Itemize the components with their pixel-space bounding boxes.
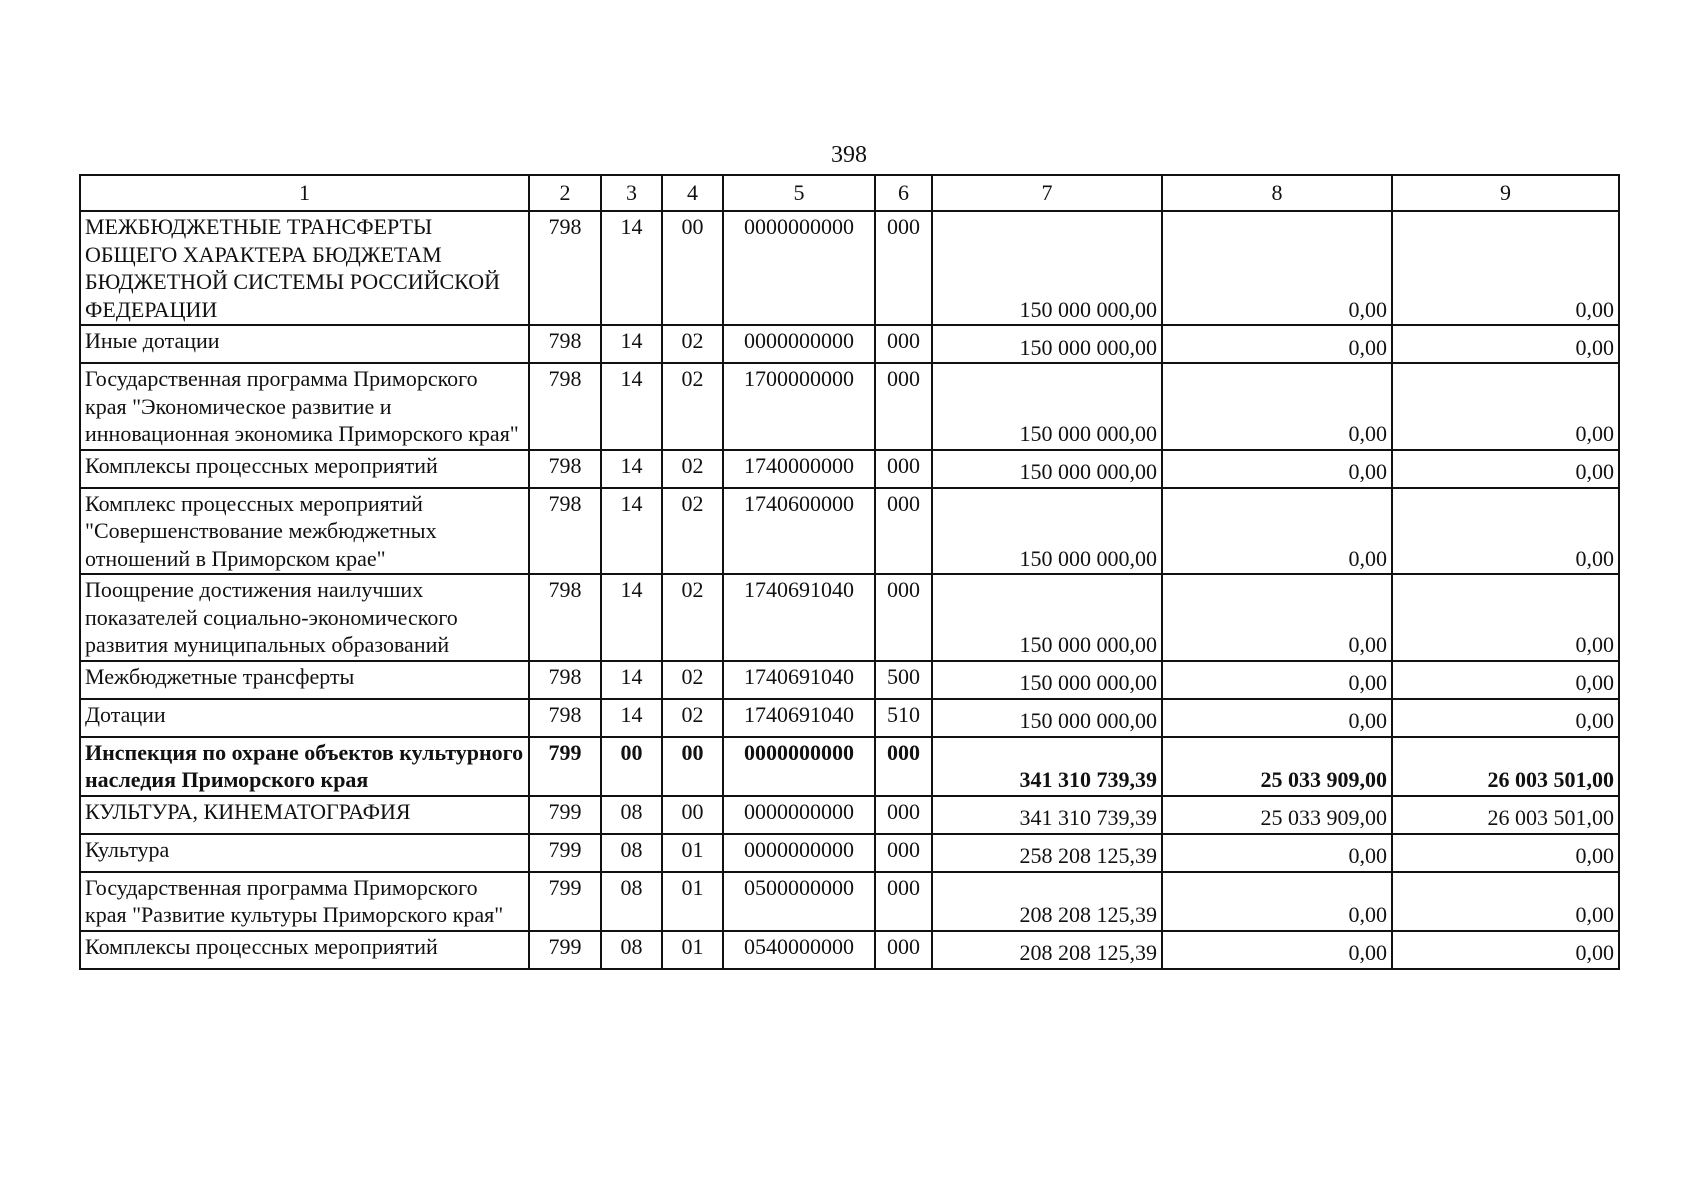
cell-col-4: 02 — [662, 325, 723, 363]
cell-col-5: 1740000000 — [723, 450, 875, 488]
cell-col-6: 000 — [875, 363, 932, 450]
cell-col-8: 25 033 909,00 — [1162, 796, 1392, 834]
table-row — [80, 834, 1619, 872]
cell-col-4: 01 — [662, 931, 723, 969]
cell-col-7: 150 000 000,00 — [932, 325, 1162, 363]
header-col-1: 1 — [80, 175, 529, 211]
cell-col-8: 0,00 — [1162, 834, 1392, 872]
cell-col-7: 150 000 000,00 — [932, 699, 1162, 737]
cell-col-3: 14 — [601, 661, 662, 699]
cell-col-3: 14 — [601, 325, 662, 363]
cell-col-6: 000 — [875, 834, 932, 872]
cell-col-5: 0000000000 — [723, 737, 875, 796]
table-row — [80, 931, 1619, 969]
cell-col-8: 0,00 — [1162, 661, 1392, 699]
cell-col-7: 208 208 125,39 — [932, 931, 1162, 969]
cell-col-4: 02 — [662, 363, 723, 450]
header-col-6: 6 — [875, 175, 932, 211]
cell-col-8: 0,00 — [1162, 211, 1392, 325]
cell-col-4: 01 — [662, 872, 723, 931]
cell-col-8: 0,00 — [1162, 699, 1392, 737]
cell-col-9: 0,00 — [1392, 450, 1619, 488]
row-name: Иные дотации — [80, 325, 529, 363]
cell-col-9: 0,00 — [1392, 211, 1619, 325]
header-col-3: 3 — [601, 175, 662, 211]
cell-col-6: 000 — [875, 796, 932, 834]
cell-col-7: 341 310 739,39 — [932, 737, 1162, 796]
cell-col-3: 08 — [601, 796, 662, 834]
cell-col-4: 02 — [662, 488, 723, 575]
cell-col-7: 150 000 000,00 — [932, 363, 1162, 450]
cell-col-3: 08 — [601, 872, 662, 931]
page-number: 398 — [831, 142, 867, 168]
table-row — [80, 488, 1619, 575]
table-row — [80, 699, 1619, 737]
cell-col-6: 000 — [875, 574, 932, 661]
cell-col-4: 00 — [662, 737, 723, 796]
table-body — [80, 211, 1619, 969]
cell-col-7: 150 000 000,00 — [932, 211, 1162, 325]
cell-col-7: 150 000 000,00 — [932, 574, 1162, 661]
row-name: Межбюджетные трансферты — [80, 661, 529, 699]
cell-col-9: 0,00 — [1392, 488, 1619, 575]
header-col-9: 9 — [1392, 175, 1619, 211]
cell-col-7: 208 208 125,39 — [932, 872, 1162, 931]
cell-col-3: 08 — [601, 834, 662, 872]
header-col-8: 8 — [1162, 175, 1392, 211]
cell-col-6: 000 — [875, 931, 932, 969]
header-col-2: 2 — [529, 175, 601, 211]
cell-col-5: 1740691040 — [723, 574, 875, 661]
cell-col-9: 0,00 — [1392, 931, 1619, 969]
budget-table — [79, 174, 1620, 970]
cell-col-7: 150 000 000,00 — [932, 450, 1162, 488]
cell-col-6: 000 — [875, 488, 932, 575]
cell-col-3: 14 — [601, 363, 662, 450]
cell-col-2: 798 — [529, 363, 601, 450]
table-row — [80, 661, 1619, 699]
cell-col-2: 798 — [529, 699, 601, 737]
cell-col-8: 0,00 — [1162, 450, 1392, 488]
cell-col-8: 0,00 — [1162, 363, 1392, 450]
cell-col-9: 0,00 — [1392, 325, 1619, 363]
cell-col-3: 14 — [601, 488, 662, 575]
cell-col-2: 799 — [529, 834, 601, 872]
cell-col-4: 00 — [662, 796, 723, 834]
cell-col-6: 500 — [875, 661, 932, 699]
cell-col-3: 14 — [601, 574, 662, 661]
cell-col-4: 02 — [662, 699, 723, 737]
cell-col-6: 000 — [875, 211, 932, 325]
cell-col-6: 510 — [875, 699, 932, 737]
header-col-5: 5 — [723, 175, 875, 211]
cell-col-2: 799 — [529, 872, 601, 931]
cell-col-3: 08 — [601, 931, 662, 969]
cell-col-9: 0,00 — [1392, 699, 1619, 737]
cell-col-7: 150 000 000,00 — [932, 661, 1162, 699]
cell-col-6: 000 — [875, 450, 932, 488]
table-header — [80, 175, 1619, 211]
cell-col-8: 0,00 — [1162, 931, 1392, 969]
header-col-4: 4 — [662, 175, 723, 211]
row-name: Государственная программа Приморского края "Экономическое развитие и инновационная экономика Приморского края" — [80, 363, 529, 450]
cell-col-5: 1740691040 — [723, 661, 875, 699]
cell-col-2: 798 — [529, 211, 601, 325]
cell-col-5: 1700000000 — [723, 363, 875, 450]
row-name: Поощрение достижения наилучших показателей социально-экономического развития муниципальных образований — [80, 574, 529, 661]
cell-col-5: 0540000000 — [723, 931, 875, 969]
row-name: Комплекс процессных мероприятий "Совершенствование межбюджетных отношений в Приморском крае" — [80, 488, 529, 575]
cell-col-7: 341 310 739,39 — [932, 796, 1162, 834]
table-row-section — [80, 737, 1619, 796]
cell-col-4: 00 — [662, 211, 723, 325]
cell-col-4: 02 — [662, 450, 723, 488]
cell-col-2: 798 — [529, 488, 601, 575]
cell-col-5: 0000000000 — [723, 211, 875, 325]
table-row — [80, 363, 1619, 450]
row-name: Комплексы процессных мероприятий — [80, 931, 529, 969]
cell-col-3: 14 — [601, 450, 662, 488]
cell-col-6: 000 — [875, 872, 932, 931]
table-row — [80, 211, 1619, 325]
cell-col-5: 0500000000 — [723, 872, 875, 931]
cell-col-9: 0,00 — [1392, 363, 1619, 450]
cell-col-5: 0000000000 — [723, 834, 875, 872]
row-name: Инспекция по охране объектов культурного наследия Приморского края — [80, 737, 529, 796]
table-row — [80, 574, 1619, 661]
header-col-7: 7 — [932, 175, 1162, 211]
cell-col-2: 798 — [529, 325, 601, 363]
header-row — [80, 175, 1619, 211]
cell-col-7: 258 208 125,39 — [932, 834, 1162, 872]
cell-col-3: 14 — [601, 211, 662, 325]
row-name: Дотации — [80, 699, 529, 737]
cell-col-8: 0,00 — [1162, 574, 1392, 661]
cell-col-2: 798 — [529, 574, 601, 661]
cell-col-9: 0,00 — [1392, 872, 1619, 931]
cell-col-2: 799 — [529, 737, 601, 796]
cell-col-2: 799 — [529, 931, 601, 969]
cell-col-9: 0,00 — [1392, 574, 1619, 661]
cell-col-2: 798 — [529, 661, 601, 699]
cell-col-9: 26 003 501,00 — [1392, 796, 1619, 834]
cell-col-5: 1740691040 — [723, 699, 875, 737]
cell-col-8: 0,00 — [1162, 488, 1392, 575]
cell-col-9: 26 003 501,00 — [1392, 737, 1619, 796]
row-name: Культура — [80, 834, 529, 872]
cell-col-7: 150 000 000,00 — [932, 488, 1162, 575]
cell-col-9: 0,00 — [1392, 834, 1619, 872]
table-row — [80, 450, 1619, 488]
table-row — [80, 325, 1619, 363]
cell-col-4: 02 — [662, 574, 723, 661]
cell-col-5: 0000000000 — [723, 796, 875, 834]
cell-col-2: 799 — [529, 796, 601, 834]
cell-col-3: 00 — [601, 737, 662, 796]
cell-col-8: 0,00 — [1162, 872, 1392, 931]
cell-col-8: 25 033 909,00 — [1162, 737, 1392, 796]
table-row — [80, 872, 1619, 931]
row-name: Комплексы процессных мероприятий — [80, 450, 529, 488]
row-name: Государственная программа Приморского края "Развитие культуры Приморского края" — [80, 872, 529, 931]
cell-col-8: 0,00 — [1162, 325, 1392, 363]
cell-col-9: 0,00 — [1392, 661, 1619, 699]
cell-col-5: 1740600000 — [723, 488, 875, 575]
table-row — [80, 796, 1619, 834]
cell-col-6: 000 — [875, 325, 932, 363]
cell-col-2: 798 — [529, 450, 601, 488]
cell-col-4: 01 — [662, 834, 723, 872]
cell-col-4: 02 — [662, 661, 723, 699]
row-name: МЕЖБЮДЖЕТНЫЕ ТРАНСФЕРТЫ ОБЩЕГО ХАРАКТЕРА БЮДЖЕТАМ БЮДЖЕТНОЙ СИСТЕМЫ РОССИЙСКОЙ ФЕДЕРАЦИИ — [80, 211, 529, 325]
row-name: КУЛЬТУРА, КИНЕМАТОГРАФИЯ — [80, 796, 529, 834]
cell-col-5: 0000000000 — [723, 325, 875, 363]
cell-col-6: 000 — [875, 737, 932, 796]
cell-col-3: 14 — [601, 699, 662, 737]
